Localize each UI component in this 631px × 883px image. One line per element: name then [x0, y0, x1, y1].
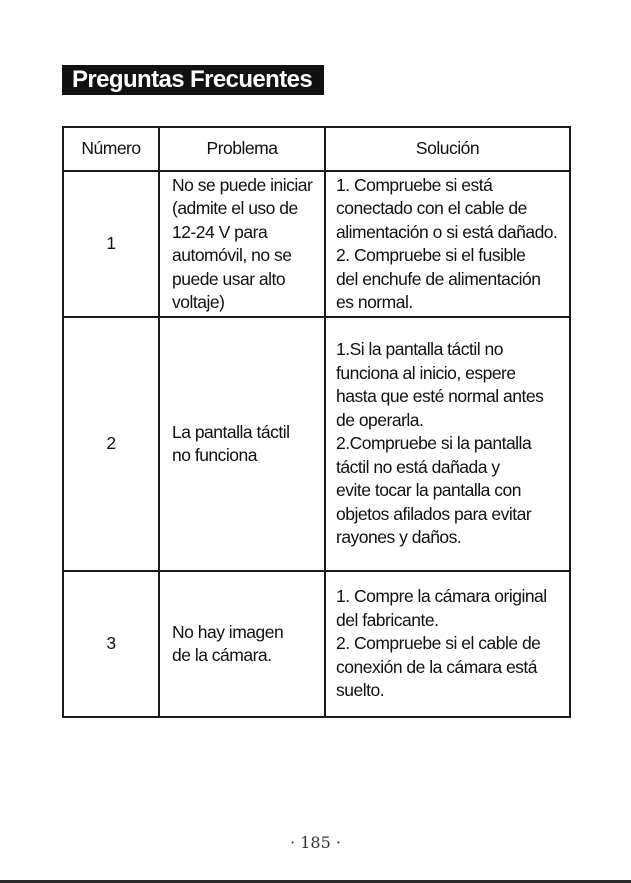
row-number: 2: [63, 317, 159, 571]
solution-cell: [325, 571, 570, 717]
faq-table: [62, 126, 571, 718]
solution-line: 1. Compruebe si está: [336, 174, 493, 195]
solution-line: funciona al inicio, espere: [336, 362, 516, 383]
page-number: · 185 ·: [290, 833, 341, 852]
problem-line: (admite el uso de: [172, 198, 298, 218]
solution-line: 1. Compre la cámara original: [336, 586, 547, 607]
problem-line: no funciona: [172, 445, 257, 465]
table-row: [63, 317, 570, 571]
header-number: Número: [63, 127, 159, 171]
table-row: [63, 171, 570, 317]
solution-line: alimentación o si está dañado.: [336, 221, 558, 242]
solution-line: objetos afilados para evitar: [336, 503, 532, 524]
solution-line: del fabricante.: [336, 609, 439, 630]
table-row: [63, 571, 570, 717]
solution-cell: [325, 317, 570, 571]
solution-line: conexión de la cámara está: [336, 656, 538, 677]
problem-line: puede usar alto: [172, 268, 286, 289]
solution-cell: [325, 171, 570, 317]
solution-line: evite tocar la pantalla con: [336, 480, 521, 501]
row-number: 1: [63, 171, 159, 317]
problem-line: voltaje): [172, 292, 225, 312]
problem-line: No se puede iniciar: [172, 174, 313, 195]
header-solution: Solución: [325, 127, 570, 171]
solution-line: de operarla.: [336, 409, 424, 430]
solution-line: 2. Compruebe si el cable de: [336, 633, 541, 654]
solution-line: táctil no está dañada y: [336, 456, 500, 477]
solution-line: 1.Si la pantalla táctil no: [336, 339, 503, 360]
solution-line: rayones y daños.: [336, 527, 462, 548]
table-header-row: [63, 127, 570, 171]
problem-line: No hay imagen: [172, 621, 284, 642]
problem-line: de la cámara.: [172, 645, 272, 665]
problem-cell: [159, 171, 325, 317]
solution-line: conectado con el cable de: [336, 198, 527, 218]
row-number: 3: [63, 571, 159, 717]
problem-cell: [159, 317, 325, 571]
problem-line: 12-24 V para: [172, 221, 268, 242]
problem-cell: [159, 571, 325, 717]
solution-line: del enchufe de alimentación: [336, 268, 541, 289]
header-problem: Problema: [159, 127, 325, 171]
solution-line: hasta que esté normal antes: [336, 386, 544, 407]
solution-line: 2. Compruebe si el fusible: [336, 245, 526, 265]
problem-line: automóvil, no se: [172, 245, 292, 265]
solution-line: 2.Compruebe si la pantalla: [336, 433, 532, 454]
solution-line: es normal.: [336, 292, 413, 312]
solution-line: suelto.: [336, 680, 385, 701]
problem-line: La pantalla táctil: [172, 421, 290, 442]
page-title: Preguntas Frecuentes: [62, 65, 324, 95]
